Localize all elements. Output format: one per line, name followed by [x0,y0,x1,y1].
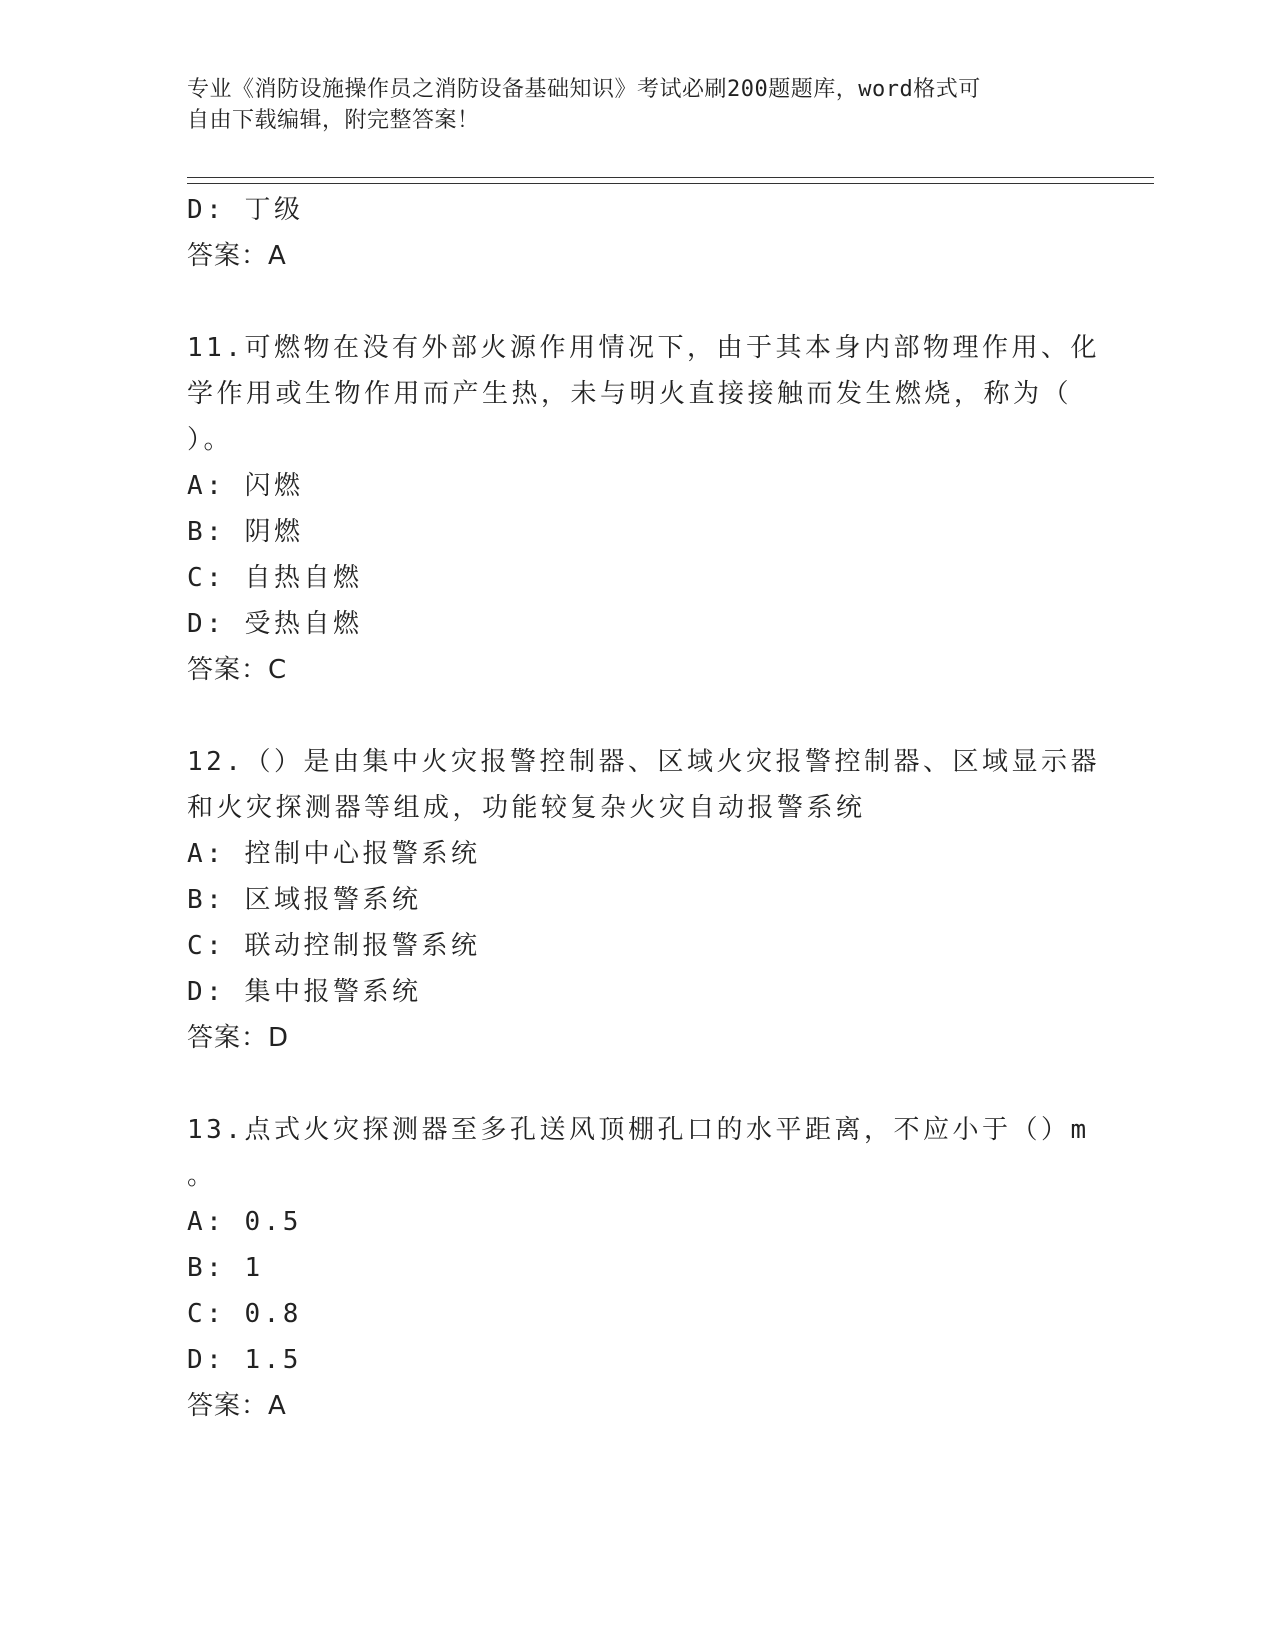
option-c: C: 联动控制报警系统 [187,931,481,961]
answer-line: 答案：C [187,655,288,685]
question-stem-line: 12.（）是由集中火灾报警控制器、区域火灾报警控制器、区域显示器 [187,747,1100,777]
header-title-line-1: 专业《消防设施操作员之消防设备基础知识》考试必刷200题题库，word格式可 [187,77,981,102]
option-b: B: 阴燃 [187,517,304,547]
option-a: A: 控制中心报警系统 [187,839,481,869]
spacer [187,693,1087,739]
page-header [187,74,1067,136]
question-12 [187,739,1100,1061]
option-b: B: 区域报警系统 [187,885,422,915]
header-divider [187,177,1154,184]
question-11 [187,325,1100,693]
answer-line: 答案：A [187,241,287,271]
question-stem-line: 11.可燃物在没有外部火源作用情况下，由于其本身内部物理作用、化 [187,333,1100,363]
question-stem-line: 学作用或生物作用而产生热，未与明火直接接触而发生燃烧，称为（ [187,379,1073,409]
option-b: B: 1 [187,1253,264,1283]
answer-line: 答案：D [187,1023,290,1053]
option-d: D: 丁级 [187,195,304,225]
header-title-line-2: 自由下载编辑，附完整答案！ [187,108,480,133]
question-stem-line: 13.点式火灾探测器至多孔送风顶棚孔口的水平距离，不应小于（）m [187,1115,1090,1145]
question-13 [187,1107,1090,1429]
option-d: D: 受热自燃 [187,609,363,639]
option-d: D: 1.5 [187,1345,302,1375]
option-c: C: 0.8 [187,1299,302,1329]
question-stem-line: 和火灾探测器等组成，功能较复杂火灾自动报警系统 [187,793,866,823]
spacer [187,279,1087,325]
option-a: A: 0.5 [187,1207,302,1237]
question-stem-line: ）。 [187,425,234,455]
spacer [187,1061,1087,1107]
option-a: A: 闪燃 [187,471,304,501]
question-list [187,187,1100,1429]
option-d: D: 集中报警系统 [187,977,422,1007]
answer-line: 答案：A [187,1391,287,1421]
option-c: C: 自热自燃 [187,563,363,593]
question-stem-line: 。 [187,1161,217,1191]
